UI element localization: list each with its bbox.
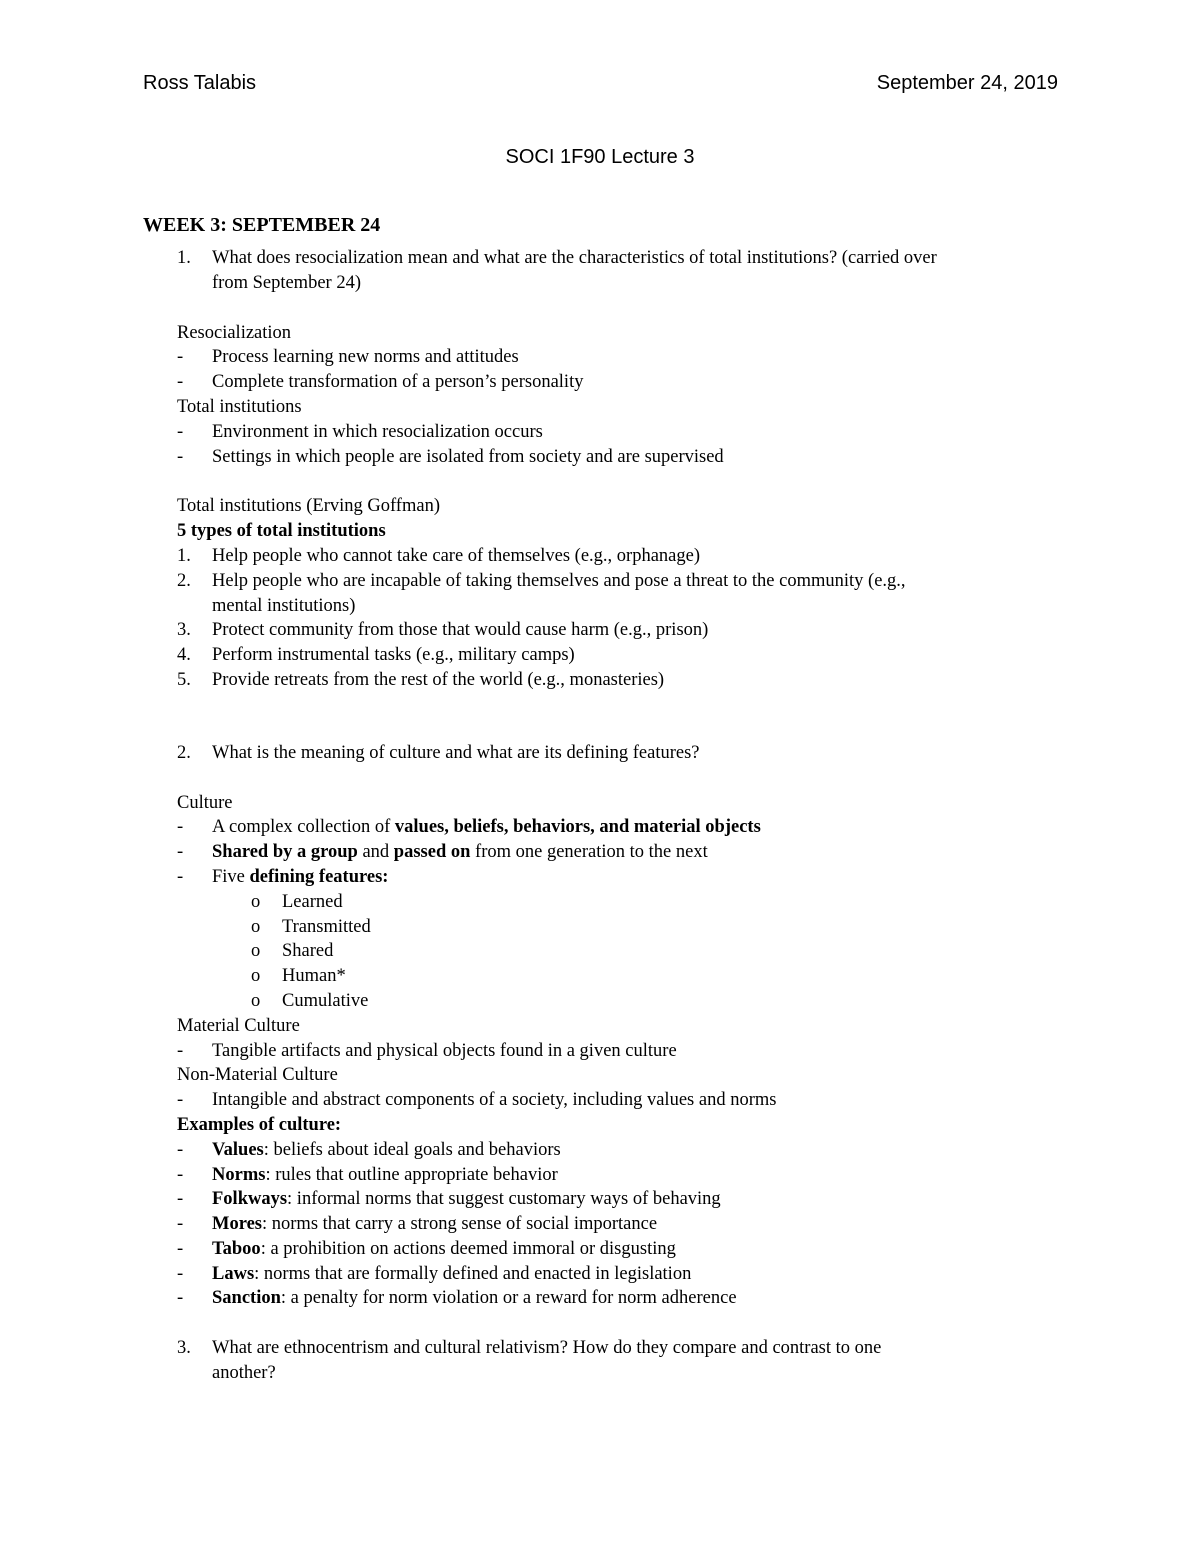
- question-2: [143, 741, 1063, 766]
- list-item-text: [212, 1163, 1063, 1188]
- list-item: [143, 1262, 1063, 1287]
- term: Taboo: [212, 1238, 261, 1259]
- dash-bullet: -: [177, 1164, 184, 1185]
- list-item-continued: [143, 594, 1063, 619]
- list-number: 3.: [177, 1338, 191, 1359]
- list-item: [143, 840, 1063, 865]
- dash-bullet: -: [177, 1288, 184, 1309]
- dash-bullet: -: [177, 1090, 184, 1111]
- definition: : norms that carry a strong sense of social importance: [262, 1214, 658, 1235]
- feature-text: Transmitted: [282, 916, 371, 937]
- list-item-text: Process learning new norms and attitudes: [212, 347, 519, 368]
- circle-bullet: o: [251, 990, 261, 1011]
- list-number: 2.: [177, 742, 191, 763]
- term: Laws: [212, 1263, 255, 1284]
- author-name: Ross Talabis: [143, 72, 257, 94]
- list-item: [143, 445, 1063, 470]
- list-number: 5.: [177, 669, 191, 690]
- list-item-text: [212, 1237, 1063, 1262]
- circle-bullet: o: [251, 916, 261, 937]
- sub-list-item: [143, 989, 1063, 1014]
- types-heading-row: [143, 519, 1063, 544]
- list-item-text: Help people who are incapable of taking themselves and pose a threat to the community (e.g.,: [212, 570, 906, 591]
- list-item: [143, 1163, 1063, 1188]
- term: Folkways: [212, 1189, 288, 1210]
- list-item: [143, 1187, 1063, 1212]
- list-item: [143, 1237, 1063, 1262]
- circle-bullet: o: [251, 966, 261, 987]
- list-item-text: Complete transformation of a person’s personality: [212, 372, 584, 393]
- text-run: from one generation to the next: [470, 842, 708, 863]
- goffman-heading: Total institutions (Erving Goffman): [177, 496, 440, 517]
- list-item-text: [212, 1138, 1063, 1163]
- week-heading: WEEK 3: SEPTEMBER 24: [143, 214, 381, 236]
- list-item-text: [212, 1212, 1063, 1237]
- list-item: [143, 643, 1063, 668]
- text-run: A complex collection of: [212, 817, 395, 838]
- dash-bullet: -: [177, 446, 184, 467]
- list-item-text: mental institutions): [212, 595, 356, 616]
- list-item: [143, 1039, 1063, 1064]
- question-text-continued: from September 24): [212, 272, 361, 293]
- dash-bullet: -: [177, 1263, 184, 1284]
- examples-heading: Examples of culture:: [177, 1114, 342, 1135]
- culture-heading: Culture: [177, 792, 233, 813]
- list-item: [143, 345, 1063, 370]
- non-material-culture-heading: Non-Material Culture: [177, 1065, 338, 1086]
- culture-heading-row: [143, 791, 1063, 816]
- list-item-text: Protect community from those that would cause harm (e.g., prison): [212, 620, 709, 641]
- resocialization-heading: Resocialization: [177, 322, 292, 343]
- sub-list-item: [143, 939, 1063, 964]
- bold-text: defining features:: [249, 866, 389, 887]
- list-item: [143, 569, 1063, 594]
- nonmaterial-heading-row: [143, 1063, 1063, 1088]
- text-run: and: [357, 842, 394, 863]
- definition: : beliefs about ideal goals and behaviors: [263, 1139, 561, 1160]
- list-item: [143, 668, 1063, 693]
- document-title: SOCI 1F90 Lecture 3: [505, 146, 695, 168]
- dash-bullet: -: [177, 421, 184, 442]
- list-item-text: Environment in which resocialization occurs: [212, 421, 543, 442]
- dash-bullet: -: [177, 842, 184, 863]
- question-3-continued: [143, 1361, 1063, 1386]
- question-text: What are ethnocentrism and cultural relativism? How do they compare and contrast to one: [212, 1338, 882, 1359]
- bold-text: values, beliefs, behaviors, and material objects: [394, 817, 761, 838]
- list-item-text: Provide retreats from the rest of the world (e.g., monasteries): [212, 669, 665, 690]
- question-text: What does resocialization mean and what are the characteristics of total institutions? (carried over: [212, 248, 937, 268]
- question-3: [143, 1336, 1063, 1361]
- list-item-text: [212, 840, 1063, 865]
- definition: : norms that are formally defined and enacted in legislation: [254, 1263, 692, 1284]
- feature-text: Shared: [282, 941, 334, 962]
- sub-list-item: [143, 915, 1063, 940]
- list-item-text: Tangible artifacts and physical objects found in a given culture: [212, 1040, 677, 1061]
- list-number: 1.: [177, 248, 191, 268]
- list-number: 4.: [177, 645, 191, 666]
- list-item-text: [212, 1262, 1063, 1287]
- goffman-heading-row: [143, 494, 1063, 519]
- list-number: 3.: [177, 620, 191, 641]
- circle-bullet: o: [251, 891, 261, 912]
- list-item: [143, 1212, 1063, 1237]
- list-item-text: [212, 865, 1063, 890]
- total-institutions-heading: Total institutions: [177, 396, 302, 417]
- list-item-text: [212, 1286, 1063, 1311]
- list-item: [143, 618, 1063, 643]
- definition: : rules that outline appropriate behavior: [265, 1164, 558, 1185]
- definition: : a prohibition on actions deemed immoral or disgusting: [260, 1238, 676, 1259]
- term: Mores: [212, 1214, 262, 1235]
- dash-bullet: -: [177, 372, 184, 393]
- sub-list-item: [143, 964, 1063, 989]
- list-item: [143, 815, 1063, 840]
- dash-bullet: -: [177, 1238, 184, 1259]
- list-item-text: Settings in which people are isolated from society and are supervised: [212, 446, 724, 467]
- list-item: [143, 865, 1063, 890]
- list-item: [143, 370, 1063, 395]
- material-culture-heading: Material Culture: [177, 1015, 300, 1036]
- dash-bullet: -: [177, 347, 184, 368]
- resocialization-heading-row: [143, 321, 1063, 346]
- material-heading-row: [143, 1014, 1063, 1039]
- sub-list-item: [143, 890, 1063, 915]
- list-item: [143, 1286, 1063, 1311]
- list-item: [143, 1088, 1063, 1113]
- circle-bullet: o: [251, 941, 261, 962]
- question-text: What is the meaning of culture and what are its defining features?: [212, 742, 700, 763]
- term: Values: [212, 1139, 264, 1160]
- bold-text: Shared by a group: [212, 842, 358, 863]
- term: Norms: [212, 1164, 266, 1185]
- definition: : informal norms that suggest customary ways of behaving: [287, 1189, 721, 1210]
- bold-text: passed on: [393, 842, 471, 863]
- list-item-text: Intangible and abstract components of a society, including values and norms: [212, 1090, 777, 1111]
- feature-text: Cumulative: [282, 990, 369, 1011]
- dash-bullet: -: [177, 1214, 184, 1235]
- document-body: [143, 210, 1063, 1386]
- dash-bullet: -: [177, 1139, 184, 1160]
- text-run: Five: [212, 866, 250, 887]
- dash-bullet: -: [177, 1189, 184, 1210]
- document-date: September 24, 2019: [876, 72, 1058, 94]
- examples-heading-row: [143, 1113, 1063, 1138]
- list-item: [143, 544, 1063, 569]
- list-item-text: Perform instrumental tasks (e.g., military camps): [212, 645, 575, 666]
- definition: : a penalty for norm violation or a reward for norm adherence: [280, 1288, 737, 1309]
- question-text-continued: another?: [212, 1363, 276, 1384]
- total-institutions-heading-row: [143, 395, 1063, 420]
- dash-bullet: -: [177, 817, 184, 838]
- list-item-text: [212, 1187, 1063, 1212]
- feature-text: Human*: [282, 966, 346, 987]
- question-1: [143, 246, 1063, 271]
- dash-bullet: -: [177, 866, 184, 887]
- list-item: [143, 420, 1063, 445]
- dash-bullet: -: [177, 1040, 184, 1061]
- list-number: 2.: [177, 570, 191, 591]
- list-number: 1.: [177, 545, 191, 566]
- list-item-text: Help people who cannot take care of themselves (e.g., orphanage): [212, 545, 700, 566]
- term: Sanction: [212, 1288, 281, 1309]
- question-1-continued: [143, 271, 1063, 296]
- types-heading: 5 types of total institutions: [177, 521, 386, 542]
- list-item-text: [212, 815, 1063, 840]
- feature-text: Learned: [282, 891, 343, 912]
- list-item: [143, 1138, 1063, 1163]
